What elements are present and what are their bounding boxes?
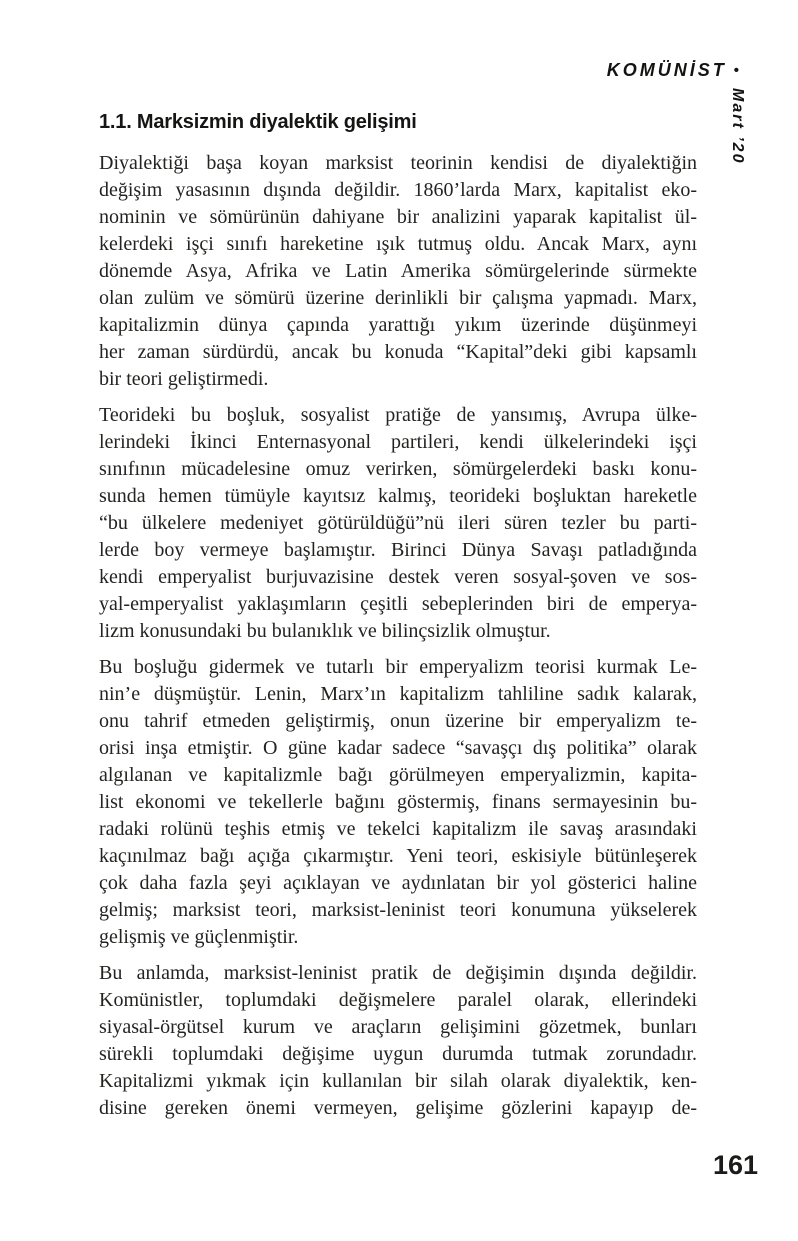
text-line: sunda hemen tümüyle kayıtsız kalmış, teorideki boşluktan hareketle — [99, 485, 697, 507]
paragraph — [99, 402, 697, 645]
text-line: Bu boşluğu gidermek ve tutarlı bir emperyalizm teorisi kurmak Le- — [99, 656, 697, 678]
paragraph — [99, 960, 697, 1122]
text-line: nominin ve sömürünün dahiyane bir analizini yaparak kapitalist ül- — [99, 206, 697, 228]
text-line: lizm konusundaki bu bulanıklık ve bilinçsizlik olmuştur. — [99, 620, 551, 642]
text-line: çok daha fazla şeyi açıklayan ve aydınlatan bir yol gösterici haline — [99, 872, 697, 894]
text-line: sınıfının mücadelesine omuz verirken, sömürgelerdeki baskı konu- — [99, 458, 697, 480]
paragraph — [99, 654, 697, 951]
text-line: dönemde Asya, Afrika ve Latin Amerika sömürgelerinde sürmekte — [99, 260, 697, 282]
text-line: gelişmiş ve güçlenmiştir. — [99, 926, 299, 948]
text-line: onu tahrif etmeden geliştirmiş, onun üzerine bir emperyalizm te- — [99, 710, 697, 732]
text-line: lerindeki İkinci Enternasyonal partileri, kendi ülkelerindeki işçi — [99, 431, 697, 453]
text-line: Bu anlamda, marksist-leninist pratik de değişimin dışında değildir. — [99, 962, 697, 984]
text-line: kapitalizmin dünya çapında yarattığı yıkım üzerinde düşünmeyi — [99, 314, 697, 336]
text-line: sürekli toplumdaki değişime uygun durumda tutmak zorundadır. — [99, 1043, 697, 1065]
text-line: yal-emperyalist yaklaşımların çeşitli sebeplerinden biri de emperya- — [99, 593, 697, 615]
running-header — [607, 60, 739, 81]
text-line: Diyalektiği başa koyan marksist teorinin kendisi de diyalektiğin — [99, 152, 697, 174]
paragraph — [99, 150, 697, 393]
body-text — [99, 150, 697, 1122]
text-line: kelerdeki işçi sınıfı hareketine ışık tutmuş oldu. Ancak Marx, aynı — [99, 233, 697, 255]
text-line: gelmiş; marksist teori, marksist-leninist teori konumuna yükselerek — [99, 899, 697, 921]
page-number: 161 — [712, 1150, 758, 1180]
text-line: kaçınılmaz bağı açığa çıkarmıştır. Yeni teori, eskisiyle bütünleşerek — [99, 845, 697, 867]
journal-title: KOMÜNİST — [606, 60, 727, 80]
text-line: algılanan ve kapitalizmle bağı görülmeyen emperyalizmin, kapita- — [99, 764, 697, 786]
text-line: “bu ülkelere medeniyet götürüldüğü”nü ileri süren tezler bu parti- — [99, 512, 697, 534]
text-line: kendi emperyalist burjuvazisine destek veren sosyal-şoven ve sos- — [99, 566, 697, 588]
text-line: radaki rolünü teşhis etmiş ve tekelci kapitalizm ile savaş arasındaki — [99, 818, 697, 840]
text-line: lerde boy vermeye başlamıştır. Birinci Dünya Savaşı patladığında — [99, 539, 697, 561]
text-line: Komünistler, toplumdaki değişmelere paralel olarak, ellerindeki — [99, 989, 697, 1011]
text-line: list ekonomi ve tekellerle bağını göstermiş, finans sermayesinin bu- — [99, 791, 697, 813]
text-line: değişim yasasının dışında değildir. 1860’larda Marx, kapitalist eko- — [99, 179, 697, 201]
text-line: Kapitalizmi yıkmak için kullanılan bir silah olarak diyalektik, ken- — [99, 1070, 697, 1092]
text-line: Teorideki bu boşluk, sosyalist pratiğe de yansımış, Avrupa ülke- — [99, 404, 697, 426]
text-line: disine gereken önemi vermeyen, gelişime gözlerini kapayıp de- — [99, 1097, 697, 1119]
bullet-icon: • — [733, 62, 739, 79]
text-line: bir teori geliştirmedi. — [99, 368, 269, 390]
text-line: olan zulüm ve sömürü üzerine derinlikli bir çalışma yapmadı. Marx, — [99, 287, 697, 309]
text-line: siyasal-örgütsel kurum ve araçların gelişimini gözetmek, bunları — [99, 1016, 697, 1038]
article-content — [99, 107, 697, 1131]
issue-date-vertical: Mart ’20 — [729, 88, 746, 165]
text-line: orisi inşa etmiştir. O güne kadar sadece “savaşçı dış politika” olarak — [99, 737, 697, 759]
text-line: her zaman sürdürdü, ancak bu konuda “Kapital”deki gibi kapsamlı — [99, 341, 697, 363]
text-line: nin’e düşmüştür. Lenin, Marx’ın kapitalizm tahliline sadık kalarak, — [99, 683, 697, 705]
section-heading: 1.1. Marksizmin diyalektik gelişimi — [99, 111, 417, 133]
